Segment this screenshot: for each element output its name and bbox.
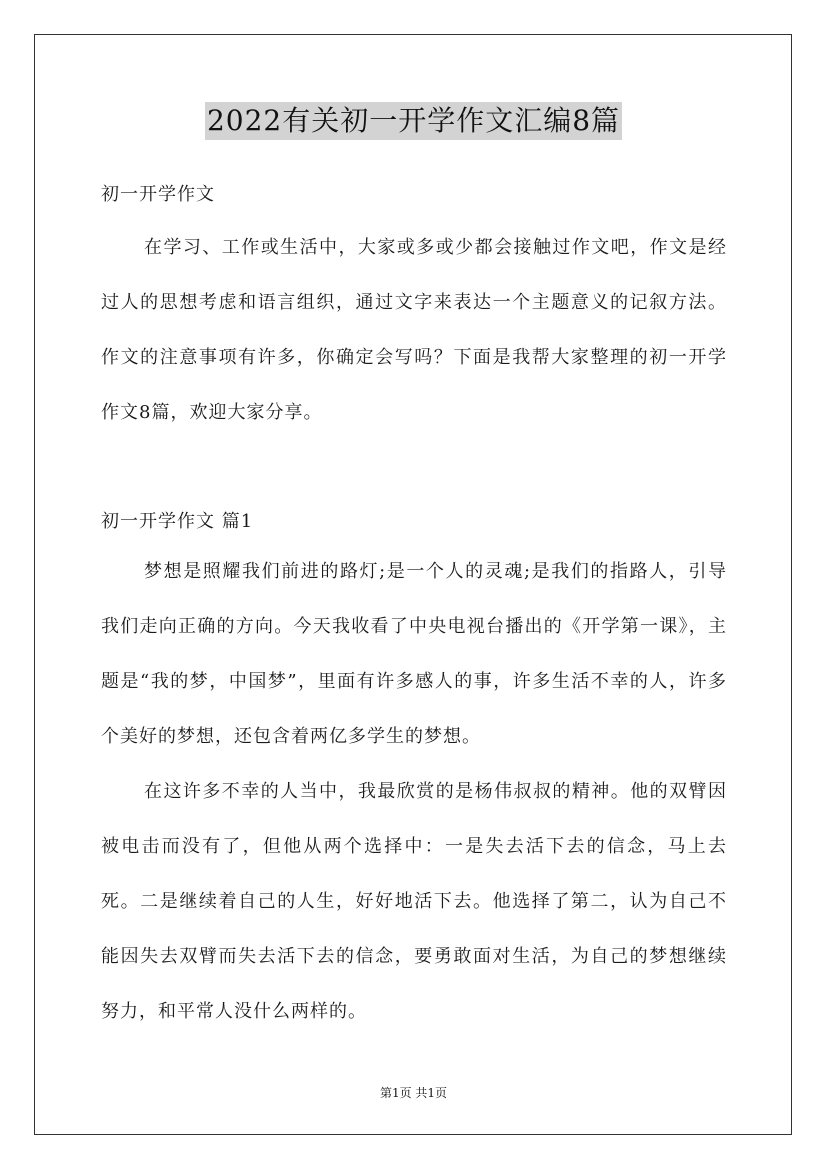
- title-block: [0, 102, 827, 140]
- section1-heading: 初一开学作文 篇1: [101, 511, 254, 532]
- document-title: 2022有关初一开学作文汇编8篇: [205, 102, 622, 140]
- intro-paragraph: 在学习、工作或生活中，大家或多或少都会接触过作文吧，作文是经过人的思想考虑和语言组织，通过文字来表达一个主题意义的记叙方法。作文的注意事项有许多，你确定会写吗？下面是我帮大家整理的初一开学作文8篇，欢迎大家分享。: [101, 237, 727, 423]
- section1-paragraph-1: 梦想是照耀我们前进的路灯;是一个人的灵魂;是我们的指路人，引导我们走向正确的方向。今天我收看了中央电视台播出的《开学第一课》，主题是“我的梦，中国梦”，里面有许多感人的事，许多生活不幸的人，许多个美好的梦想，还包含着两亿多学生的梦想。: [101, 561, 727, 747]
- intro-heading: 初一开学作文: [101, 184, 215, 205]
- page-footer: 第1页 共1页: [379, 1086, 448, 1100]
- section1-paragraph-2: 在这许多不幸的人当中，我最欣赏的是杨伟叔叔的精神。他的双臂因被电击而没有了，但他从两个选择中：一是失去活下去的信念，马上去死。二是继续着自己的人生，好好地活下去。他选择了第二，认为自己不能因失去双臂而失去活下去的信念，要勇敢面对生活，为自己的梦想继续努力，和平常人没什么两样的。: [101, 781, 727, 1022]
